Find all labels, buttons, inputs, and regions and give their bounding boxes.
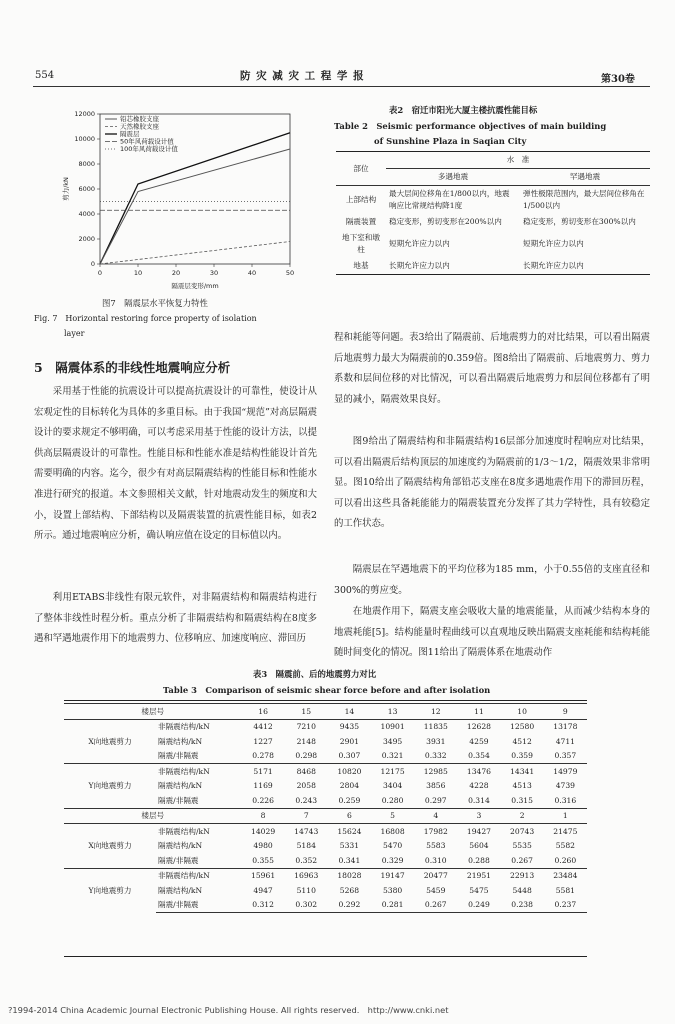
table-2-cell: 稳定变形，剪切变形在200%以内	[389, 217, 502, 226]
table-3-cell: 3495	[382, 736, 403, 746]
copyright-footer: ?1994-2014 China Academic Journal Electronic Publishing House. All rights reserved. http://www.cnki.net	[8, 1005, 449, 1015]
x-axis-label: 隔震层变形/mm	[171, 282, 219, 290]
table-2-caption-en: Table 2 Seismic performance objectives of main building	[334, 121, 607, 131]
table-3-cell: 0.267	[414, 898, 457, 913]
legend-entry: 隔震层	[120, 130, 140, 138]
y-tick-label: 4000	[78, 210, 95, 218]
table-3-cell: 4259	[469, 736, 489, 746]
x-tick-label: 40	[247, 269, 257, 277]
table-3-cell: 4947	[253, 885, 273, 895]
table-3-cell: 5448	[512, 885, 532, 895]
table-2-cell: 弹性极限范围内，最大层间位移角在1/500以内	[523, 189, 645, 210]
table-3-cell: 3931	[426, 736, 446, 746]
table-3-cell: 4980	[253, 841, 273, 851]
table-3-cell: 2901	[339, 736, 360, 746]
table-3-cell: 5604	[469, 841, 489, 851]
table-3-cell: 0.355	[252, 855, 274, 865]
table-3-cell: 4512	[512, 736, 532, 746]
table-3-row	[64, 719, 587, 734]
table-3-floor-number: 5	[371, 808, 414, 824]
table-3-row	[64, 764, 587, 779]
table-3-floor-number: 15	[285, 704, 328, 720]
table-3-cell: 12985	[423, 766, 448, 776]
table-3-cell: 0.249	[457, 898, 500, 913]
table-3-cell: 10820	[337, 766, 362, 776]
table-3-cell: 12580	[510, 722, 535, 732]
table-3-floor-number: 9	[544, 704, 587, 720]
x-tick-label: 0	[97, 269, 103, 277]
table-3-row-label: 隔震/非隔震	[158, 751, 199, 761]
table-3-cell: 14029	[251, 826, 276, 836]
table-3-cell: 22913	[510, 871, 535, 881]
table-3-cell: 0.357	[554, 751, 577, 761]
series-line	[100, 149, 290, 264]
table-3-cell: 16963	[294, 871, 319, 881]
table-2-row	[336, 258, 650, 275]
table-3-cell: 16808	[380, 826, 405, 836]
table-3-caption-en: Table 3 Comparison of seismic shear force before and after isolation	[163, 685, 491, 695]
table-3-cell: 0.280	[381, 795, 404, 805]
table-3-cell: 21951	[466, 871, 492, 881]
table-3-row	[64, 868, 587, 883]
table-3-floor-number: 6	[328, 808, 371, 824]
table-3-cell: 5331	[339, 841, 360, 851]
right-paragraph-3: 在地震作用下，隔震支座会吸收大量的地震能量，从而减少结构本身的地震耗能[5]。结构能量时程曲线可以直观地反映出隔震支座耗能和结构耗能随时间变化的情况。图11给出了隔震体系在地震动作	[334, 606, 650, 659]
table-3-cell: 20477	[423, 871, 448, 881]
table-3-cell: 0.243	[295, 795, 318, 805]
table-3-row-label: 隔震结构/kN	[158, 841, 203, 851]
table-3-floor-label: 楼层号	[64, 808, 242, 824]
table-3-floor-number: 3	[457, 808, 500, 824]
y-tick-label: 6000	[78, 185, 95, 193]
table-3-cell: 0.354	[468, 751, 490, 761]
table-3-cell: 5268	[339, 885, 360, 895]
figure-7-caption-en-2: layer	[64, 329, 85, 338]
x-tick-label: 10	[133, 269, 143, 277]
table-3-cell: 4711	[555, 736, 576, 746]
table-3-row-label: 隔震结构/kN	[158, 885, 203, 895]
table-3-floor-number: 8	[242, 808, 285, 824]
table-3-cell: 5581	[555, 885, 576, 895]
table-3-row-label: 非隔震结构/kN	[158, 722, 210, 732]
table-3-cell: 14743	[294, 826, 319, 836]
table-2-row	[336, 186, 650, 215]
table-3-cell: 5583	[426, 841, 446, 851]
table-3-row	[64, 824, 587, 839]
table-3-row-label: 隔震/非隔震	[158, 795, 199, 805]
table-2-cell: 上部结构	[345, 195, 377, 204]
series-line	[100, 242, 290, 265]
table-3-cell: 8468	[296, 766, 316, 776]
y-tick-label: 0	[90, 260, 95, 268]
y-tick-label: 2000	[78, 235, 95, 243]
table-3-direction-label: X向地震剪力	[88, 736, 132, 746]
table-3-cell: 0.302	[285, 898, 328, 913]
table-3-cell: 3856	[426, 781, 446, 791]
table-3-cell: 0.341	[338, 855, 361, 865]
table-3-floor-number: 7	[285, 808, 328, 824]
table-3-direction-label: X向地震剪力	[88, 841, 132, 851]
table-3-cell: 14341	[510, 766, 535, 776]
table-3-floor-number: 12	[414, 704, 457, 720]
table-3-cell: 12628	[466, 722, 492, 732]
right-paragraph-0: 程和耗能等问题。表3给出了隔震前、后地震剪力的对比结果，可以看出隔震后地震剪力最大为隔震前的0.359倍。图8给出了隔震前、后地震剪力、剪力系数和层间位移的对比情况，可以看出隔震后地震剪力和层间位移都有了明显的减小，隔震效果良好。	[334, 332, 650, 405]
page-number: 554	[35, 70, 55, 81]
y-tick-label: 10000	[74, 135, 95, 143]
table-3-cell: 0.238	[501, 898, 544, 913]
table-3-cell: 4739	[555, 781, 576, 791]
table-3-cell: 0.321	[381, 751, 404, 761]
header-rule	[33, 86, 650, 87]
legend-entry: 天然橡胶支座	[120, 122, 159, 131]
table-3-cell: 13476	[466, 766, 492, 776]
table-3-cell: 21475	[553, 826, 578, 836]
table-3-cell: 0.314	[468, 795, 490, 805]
table-3-cell: 0.359	[511, 751, 533, 761]
table-3-cell: 19147	[380, 871, 405, 881]
table-3-cell: 17982	[423, 826, 448, 836]
table-3-cell: 3404	[382, 781, 403, 791]
table-3-cell: 9435	[339, 722, 360, 732]
section-5-paragraph-2: 利用ETABS非线性有限元软件，对非隔震结构和隔震结构进行了整体非线性时程分析。重点分析了非隔震结构和隔震结构在8度多遇和罕遇地震作用下的地震剪力、位移响应、加速度响应、滞回历	[34, 592, 317, 645]
x-tick-label: 20	[171, 269, 181, 277]
figure-7-caption-cn: 图7 隔震层水平恢复力特性	[102, 298, 208, 308]
table-3-cell: 5470	[382, 841, 403, 851]
table-3-cell: 5459	[426, 885, 446, 895]
table-3-row-label: 隔震/非隔震	[156, 898, 242, 913]
table-2-row	[336, 214, 650, 230]
table-3-cell: 5582	[555, 841, 576, 851]
legend-entry: 50年风荷载设计值	[120, 137, 174, 146]
table-3-cell: 0.352	[295, 855, 318, 865]
table-3-cell: 5171	[253, 766, 273, 776]
table-3-caption-cn: 表3 隔震前、后的地震剪力对比	[253, 669, 377, 679]
table-2-row	[336, 230, 650, 258]
x-tick-label: 30	[209, 269, 219, 277]
table-2	[336, 152, 650, 275]
table-2-cell: 地下室和墩柱	[342, 233, 380, 254]
table-3-cell: 0.267	[511, 855, 533, 865]
y-tick-label: 12000	[74, 110, 95, 118]
table-3-cell: 2148	[296, 736, 316, 746]
table-3-bottom-rule	[64, 956, 587, 957]
table-3-cell: 0.278	[252, 751, 274, 761]
table-3-cell: 0.237	[544, 898, 587, 913]
table-2-caption-cn: 表2 宿迁市阳光大厦主楼抗震性能目标	[389, 105, 538, 115]
table-3-cell: 0.315	[511, 795, 533, 805]
table-3-cell: 5380	[382, 885, 403, 895]
table-3-cell: 0.292	[328, 898, 371, 913]
right-paragraph-2: 隔震层在罕遇地震下的平均位移为185 mm，小于0.55倍的支座直径和300%的剪应变。	[334, 564, 650, 596]
table-3-row-label: 隔震结构/kN	[158, 736, 203, 746]
table-3-cell: 0.297	[424, 795, 447, 805]
table-3-cell: 14979	[553, 766, 578, 776]
table-3-floor-number: 1	[544, 808, 587, 824]
table-3-row-label: 隔震/非隔震	[158, 855, 199, 865]
table-3-cell: 10901	[380, 722, 405, 732]
table-2-caption-en-2: of Sunshine Plaza in Saqian City	[374, 136, 527, 146]
table-3-cell: 20743	[510, 826, 535, 836]
table-2-cell: 地基	[336, 258, 386, 275]
table-3-row-label: 非隔震结构/kN	[158, 826, 210, 836]
table-3-cell: 0.281	[371, 898, 414, 913]
table-3-cell: 12175	[380, 766, 405, 776]
table-2-head-part: 部位	[336, 152, 386, 186]
table-3-cell: 15624	[337, 826, 362, 836]
table-3-cell: 2058	[296, 781, 316, 791]
table-3-cell: 7210	[296, 722, 316, 732]
legend-entry: 铅芯橡胶支座	[120, 115, 159, 123]
table-3-direction-label: Y向地震剪力	[88, 781, 132, 791]
table-2-head-level: 水 准	[386, 152, 650, 169]
table-3-floor-number: 16	[242, 704, 285, 720]
table-3-cell: 4412	[253, 722, 273, 732]
table-2-cell: 稳定变形，剪切变形在300%以内	[523, 217, 636, 226]
table-3-cell: 5110	[296, 885, 316, 895]
journal-title: 防 灾 减 灾 工 程 学 报	[240, 70, 365, 82]
table-3-cell: 15961	[251, 871, 276, 881]
table-3-cell: 0.312	[242, 898, 285, 913]
section-5-title: 5 隔震体系的非线性地震响应分析	[34, 360, 231, 375]
y-tick-label: 8000	[78, 160, 95, 168]
table-3-row-label: 非隔震结构/kN	[158, 766, 210, 776]
table-3-cell: 5184	[296, 841, 316, 851]
table-2-cell: 最大层间位移角在1/800以内，地震响应比常规结构降1度	[389, 189, 510, 210]
legend-entry: 100年风荷载设计值	[120, 145, 178, 153]
table-3-floor-number: 4	[414, 808, 457, 824]
table-3-floor-number: 2	[501, 808, 544, 824]
table-2-cell: 短期允许应力以内	[523, 239, 584, 248]
table-3-cell: 11835	[423, 722, 448, 732]
table-3-row-label: 非隔震结构/kN	[158, 871, 210, 881]
table-3-cell: 18028	[337, 871, 362, 881]
section-5-paragraph-1: 采用基于性能的抗震设计可以提高抗震设计的可靠性，使设计从宏观定性的目标转化为具体的多重目标。由于我国“规范”对高层隔震设计的要求规定不够明确，可以考虑采用基于性能的设计方法，以提供高层隔震设计的可靠性。性能目标和性能水准是结构性能设计首先需要明确的内容。迄今，很少有对高层隔震结构的性能目标和性能水准进行研究的报道。本文参照相关文献，针对地震动发生的频度和大小，设置上部结构、下部结构以及隔震装置的抗震性能目标，如表2所示。通过地震响应分析，确认响应值在设定的目标值以内。	[34, 386, 317, 542]
table-3-cell: 4228	[469, 781, 489, 791]
y-axis-label: 剪力/kN	[62, 177, 70, 201]
table-3-cell: 1169	[253, 781, 273, 791]
table-3-cell: 0.226	[252, 795, 274, 805]
table-3-cell: 13178	[553, 722, 578, 732]
table-3-row-label: 隔震结构/kN	[158, 781, 203, 791]
table-3-cell: 0.259	[338, 795, 361, 805]
table-3-floor-number: 10	[501, 704, 544, 720]
table-3-cell: 0.307	[338, 751, 361, 761]
table-3-floor-number: 11	[457, 704, 500, 720]
table-3-cell: 4513	[512, 781, 532, 791]
table-2-cell: 长期允许应力以内	[386, 258, 520, 275]
table-2-head-frequent: 多遇地震	[386, 169, 520, 186]
table-3-cell: 0.329	[381, 855, 404, 865]
table-3-cell: 23484	[553, 871, 578, 881]
table-3-cell: 19427	[466, 826, 492, 836]
figure-7-caption-en: Fig. 7 Horizontal restoring force property of isolation	[34, 314, 257, 323]
x-tick-label: 50	[285, 269, 295, 277]
table-3-cell: 0.260	[554, 855, 577, 865]
figure-7-chart	[56, 104, 306, 304]
table-3-cell: 1227	[253, 736, 273, 746]
table-3-cell: 0.316	[554, 795, 577, 805]
table-3-cell: 2804	[339, 781, 360, 791]
volume-label: 第30卷	[601, 74, 635, 85]
table-3-cell: 0.310	[424, 855, 447, 865]
table-3-cell: 0.298	[295, 751, 318, 761]
table-3-floor-label: 楼层号	[64, 704, 242, 720]
table-3	[64, 703, 587, 913]
table-3-cell: 0.288	[468, 855, 490, 865]
table-2-cell: 长期允许应力以内	[520, 258, 650, 275]
table-3-direction-label: Y向地震剪力	[88, 886, 132, 895]
table-2-cell: 隔震装置	[345, 217, 377, 226]
right-paragraph-1: 图9给出了隔震结构和非隔震结构16层部分加速度时程响应对比结果，可以看出隔震后结构顶层的加速度约为隔震前的1/3～1/2，隔震效果非常明显。图10给出了隔震结构角部铅芯支座在8度多遇地震作用下的滞回历程，可以看出这些具备耗能能力的隔震装置充分发挥了其力学特性，具有较稳定的工作状态。	[334, 436, 650, 530]
table-3-cell: 5475	[469, 885, 489, 895]
table-2-head-rare: 罕遇地震	[520, 169, 650, 186]
table-3-cell: 5535	[512, 841, 532, 851]
table-3-top-rule	[64, 700, 587, 701]
table-3-floor-number: 14	[328, 704, 371, 720]
table-3-floor-number: 13	[371, 704, 414, 720]
table-3-cell: 0.332	[424, 751, 447, 761]
table-2-cell: 短期允许应力以内	[389, 239, 450, 248]
